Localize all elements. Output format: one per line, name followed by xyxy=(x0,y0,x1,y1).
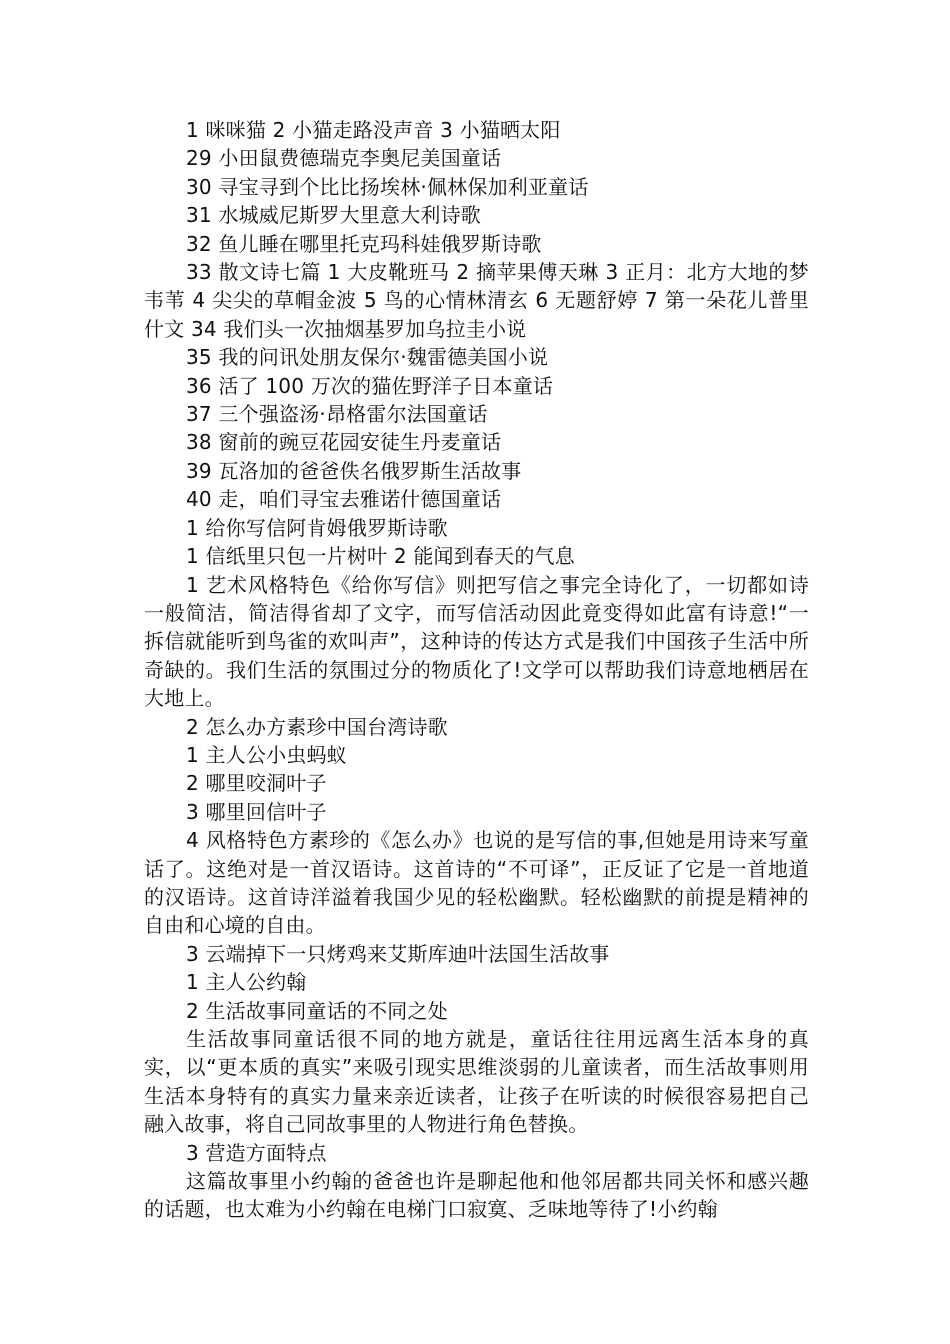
paragraph: 35 我的问讯处朋友保尔·魏雷德美国小说 xyxy=(186,345,549,370)
paragraph: 29 小田鼠费德瑞克李奥尼美国童话 xyxy=(186,146,502,171)
paragraph: 2 生活故事同童话的不同之处 xyxy=(186,998,448,1023)
paragraph: 这篇故事里小约翰的爸爸也许是聊起他和他邻居都共同关怀和感兴趣的话题，也太难为小约翰在电梯门口寂寞、乏味地等待了!小约翰 xyxy=(144,1169,809,1222)
paragraph: 32 鱼儿睡在哪里托克玛科娃俄罗斯诗歌 xyxy=(186,231,542,256)
paragraph: 30 寻宝寻到个比比扬埃林·佩林保加利亚童话 xyxy=(186,174,589,199)
document-body xyxy=(144,116,809,1224)
paragraph: 1 艺术风格特色《给你写信》则把写信之事完全诗化了，一切都如诗一般简洁，简洁得省却了文字，而写信活动因此竟变得如此富有诗意!“一拆信就能听到鸟雀的欢叫声”，这种诗的传达方式是我们中国孩子生活中所奇缺的。我们生活的氛围过分的物质化了!文学可以帮助我们诗意地栖居在大地上。 xyxy=(144,572,809,711)
paragraph: 37 三个强盗汤·昂格雷尔法国童话 xyxy=(186,402,488,427)
paragraph: 1 咪咪猫 2 小猫走路没声音 3 小猫晒太阳 xyxy=(186,118,561,142)
paragraph: 40 走，咱们寻宝去雅诺什德国童话 xyxy=(186,487,502,512)
paragraph: 1 主人公约翰 xyxy=(186,970,307,995)
paragraph: 1 信纸里只包一片树叶 2 能闻到春天的气息 xyxy=(186,544,575,569)
paragraph: 1 给你写信阿肯姆俄罗斯诗歌 xyxy=(186,515,448,540)
paragraph: 39 瓦洛加的爸爸佚名俄罗斯生活故事 xyxy=(186,458,522,483)
paragraph: 1 主人公小虫蚂蚁 xyxy=(186,742,347,767)
paragraph: 3 哪里回信叶子 xyxy=(186,799,327,824)
paragraph: 31 水城威尼斯罗大里意大利诗歌 xyxy=(186,203,482,228)
paragraph: 3 营造方面特点 xyxy=(186,1140,327,1165)
paragraph: 3 云端掉下一只烤鸡来艾斯库迪叶法国生活故事 xyxy=(186,941,610,966)
paragraph: 2 哪里咬洞叶子 xyxy=(186,771,327,796)
paragraph: 4 风格特色方素珍的《怎么办》也说的是写信的事,但她是用诗来写童话了。这绝对是一首汉语诗。这首诗的“不可译”，正反证了它是一首地道的汉语诗。这首诗洋溢着我国少见的轻松幽默。轻松幽默的前提是精神的自由和心境的自由。 xyxy=(144,828,809,938)
paragraph: 生活故事同童话很不同的地方就是，童话往往用远离生活本身的真实，以“更本质的真实”来吸引现实思维淡弱的儿童读者，而生活故事则用生活本身特有的真实力量来亲近读者，让孩子在听读的时候很容易把自己融入故事，将自己同故事里的人物进行角色替换。 xyxy=(144,1027,809,1137)
paragraph: 38 窗前的豌豆花园安徒生丹麦童话 xyxy=(186,430,502,455)
paragraph: 36 活了 100 万次的猫佐野洋子日本童话 xyxy=(186,373,554,398)
paragraph: 2 怎么办方素珍中国台湾诗歌 xyxy=(186,714,448,739)
paragraph: 33 散文诗七篇 1 大皮靴班马 2 摘苹果傅天琳 3 正月：北方大地的梦韦苇 4 尖尖的草帽金波 5 鸟的心情林清玄 6 无题舒婷 7 第一朵花儿普里什文 34 我们头一次抽烟基罗加乌拉圭小说 xyxy=(144,260,809,341)
